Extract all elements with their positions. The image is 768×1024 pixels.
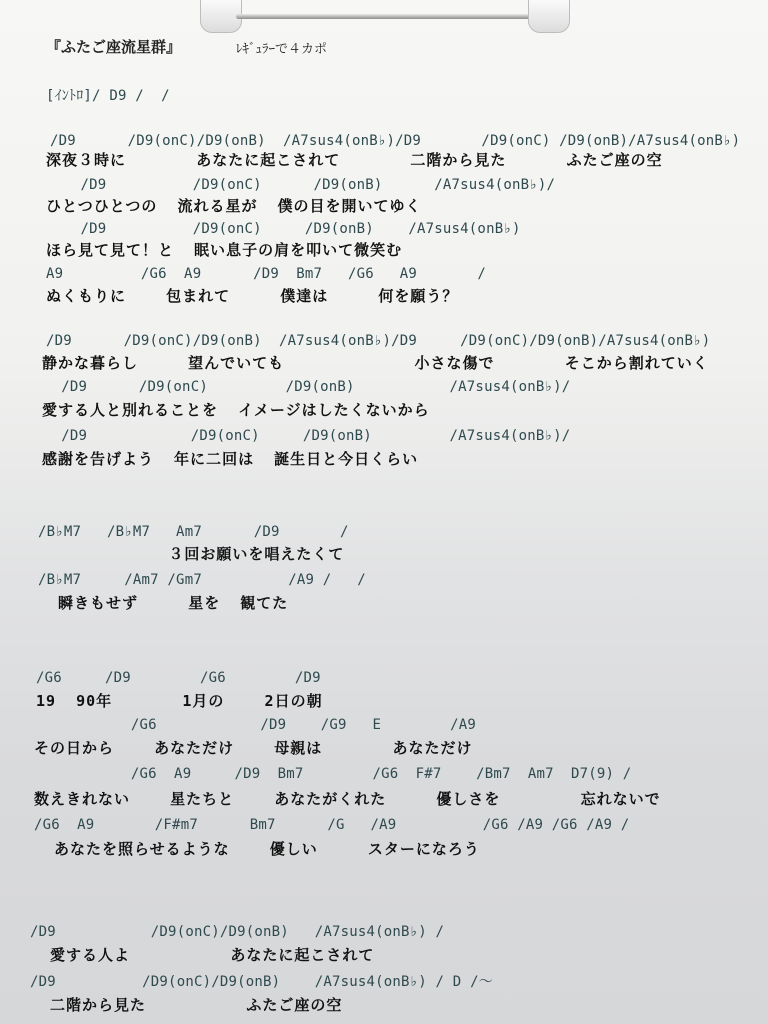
- chord-line: /D9 /D9(onC)/D9(onB) /A7sus4(onB♭) / D /～: [30, 974, 493, 990]
- lyric-line: ひとつひとつの 流れる星が 僕の目を開いてゆく: [46, 197, 422, 215]
- lyric-line: 数えきれない 星たちと あなたがくれた 優しさを 忘れないで: [34, 790, 661, 808]
- lyric-line: ３回お願いを唱えたくて: [38, 545, 345, 563]
- lyric-line: 深夜３時に あなたに起こされて 二階から見た ふたご座の空: [46, 151, 663, 169]
- clip-wire: [236, 14, 534, 19]
- lyric-line: 瞬きもせず 星を 観てた: [38, 594, 289, 612]
- lyric-line: 19 90年 1月の 2日の朝: [36, 692, 323, 710]
- chord-line: /D9 /D9(onC) /D9(onB) /A7sus4(onB♭): [46, 221, 521, 237]
- lyric-line: 愛する人と別れることを イメージはしたくないから: [42, 401, 430, 419]
- chord-line: /D9 /D9(onC) /D9(onB) /A7sus4(onB♭)/: [46, 177, 556, 193]
- song-title: 『ふたご座流星群』: [46, 38, 182, 56]
- chord-line: /B♭M7 /B♭M7 Am7 /D9 /: [38, 524, 349, 540]
- lyric-line: ぬくもりに 包まれて 僕達は 何を願う？: [46, 287, 459, 305]
- lyric-line: あなたを照らせるような 優しい スターになろう: [34, 840, 480, 858]
- intro-line: [ｲﾝﾄﾛ]/ D9 / /: [46, 88, 170, 104]
- chord-line: A9 /G6 A9 /D9 Bm7 /G6 A9 /: [46, 266, 487, 282]
- capo-note: ﾚｷﾞｭﾗｰで４カポ: [236, 42, 328, 57]
- lyric-line: 感謝を告げよう 年に二回は 誕生日と今日くらい: [42, 450, 419, 468]
- chord-line: /D9 /D9(onC) /D9(onB) /A7sus4(onB♭)/: [44, 379, 571, 395]
- lyric-line: 静かな暮らし 望んでいても 小さな傷で そこから割れていく: [42, 354, 709, 372]
- chord-line: /B♭M7 /Am7 /Gm7 /A9 / /: [38, 572, 366, 588]
- chord-line: /G6 A9 /F#m7 Bm7 /G /A9 /G6 /A9 /G6 /A9 /: [34, 817, 630, 833]
- chord-line: /G6 /D9 /G6 /D9: [36, 670, 321, 686]
- clip-right-hinge: [528, 0, 570, 33]
- clipboard-clip: [200, 0, 570, 40]
- lyric-line: ほら見て見て！と 眠い息子の肩を叩いて微笑む: [46, 241, 403, 259]
- chord-line: /D9 /D9(onC)/D9(onB) /A7sus4(onB♭)/D9 /D9(onC)/D9(onB)/A7sus4(onB♭): [46, 333, 711, 349]
- chord-line: /D9 /D9(onC) /D9(onB) /A7sus4(onB♭)/: [44, 428, 571, 444]
- lyric-line: 愛する人よ あなたに起こされて: [30, 946, 375, 964]
- chord-line: /G6 /D9 /G9 E /A9: [36, 717, 477, 733]
- chord-line: /G6 A9 /D9 Bm7 /G6 F#7 /Bm7 Am7 D7(9) /: [36, 766, 632, 782]
- lyric-line: その日から あなただけ 母親は あなただけ: [34, 739, 473, 757]
- chord-line: /D9 /D9(onC)/D9(onB) /A7sus4(onB♭)/D9 /D9(onC) /D9(onB)/A7sus4(onB♭): [50, 133, 741, 149]
- lyric-line: 二階から見た ふたご座の空: [30, 996, 343, 1014]
- chord-line: /D9 /D9(onC)/D9(onB) /A7sus4(onB♭) /: [30, 924, 445, 940]
